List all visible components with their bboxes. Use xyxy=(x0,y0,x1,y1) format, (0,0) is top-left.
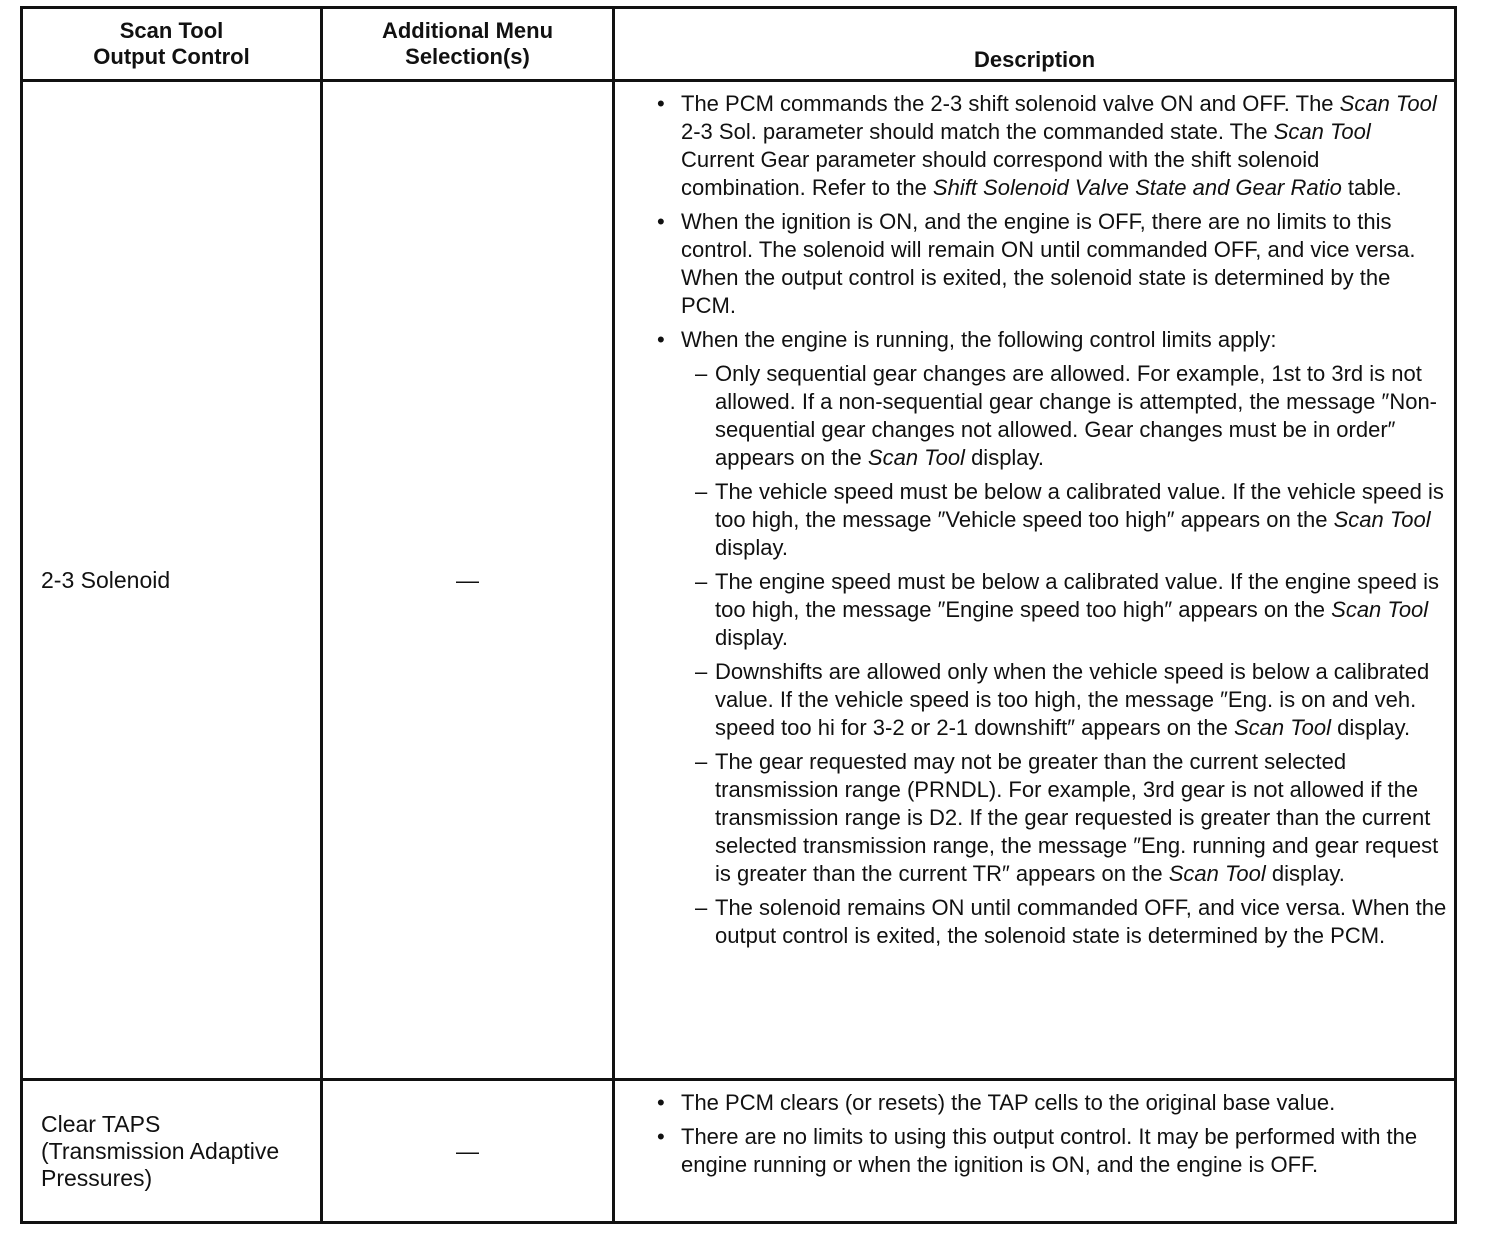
description-cell xyxy=(614,1080,1456,1223)
header-line: Scan Tool xyxy=(119,18,224,43)
header-line: Output Control xyxy=(93,44,250,69)
menu-selection-cell: — xyxy=(322,1080,614,1223)
header-line: Additional Menu xyxy=(381,18,554,43)
description-bullet: • When the engine is running, the following control limits apply: xyxy=(655,326,1448,354)
description-bullet: • The PCM commands the 2-3 shift solenoid valve ON and OFF. The Scan Tool 2-3 Sol. parameter should match the commanded state. The Scan Tool Current Gear parameter should correspond with the shift solenoid combination. Refer to the Shift Solenoid Valve State and Gear Ratio table. xyxy=(655,90,1448,202)
italic-term: Scan Tool xyxy=(1273,119,1371,144)
table-header-row xyxy=(22,8,1456,81)
output-control-name: (Transmission Adaptive xyxy=(41,1137,280,1164)
control-limit-item: – The gear requested may not be greater than the current selected transmission range (PRNDL). For example, 3rd gear is not allowed if the transmission range is D2. If the gear requested is greater than the current selected transmission range, the message ″Eng. running and gear request is greater than the current TR″ appears on the Scan Tool display. xyxy=(695,748,1448,888)
italic-term: Scan Tool xyxy=(1234,715,1332,740)
italic-term: Scan Tool xyxy=(1168,861,1266,886)
output-control-name: Clear TAPS xyxy=(41,1110,161,1137)
control-limit-item: – The vehicle speed must be below a calibrated value. If the vehicle speed is too high, the message ″Vehicle speed too high″ appears on the Scan Tool display. xyxy=(695,478,1448,562)
output-control-name: Pressures) xyxy=(41,1164,153,1191)
italic-term: Scan Tool xyxy=(1331,597,1429,622)
italic-term: Shift Solenoid Valve State and Gear Ratio xyxy=(932,175,1342,200)
control-limit-item: – The solenoid remains ON until commanded OFF, and vice versa. When the output control is exited, the solenoid state is determined by the PCM. xyxy=(695,894,1448,950)
header-description: Description xyxy=(614,8,1456,81)
output-control-cell xyxy=(22,81,322,1080)
description-cell xyxy=(614,81,1456,1080)
header-line: Selection(s) xyxy=(405,44,530,69)
menu-selection-cell: — xyxy=(322,81,614,1080)
description-bullet: • The PCM clears (or resets) the TAP cells to the original base value. xyxy=(655,1089,1448,1117)
table-row xyxy=(22,81,1456,1080)
control-limit-item: – Only sequential gear changes are allowed. For example, 1st to 3rd is not allowed. If a non-sequential gear change is attempted, the message ″Non-sequential gear changes not allowed. Gear changes must be in order″ appears on the Scan Tool display. xyxy=(695,360,1448,472)
italic-term: Scan Tool xyxy=(1339,91,1437,116)
header-additional-menu-selections xyxy=(322,8,614,81)
output-control-cell xyxy=(22,1080,322,1223)
control-limits-list xyxy=(655,360,1448,950)
header-scan-tool-output-control xyxy=(22,8,322,81)
description-bullet: • When the ignition is ON, and the engine is OFF, there are no limits to this control. The solenoid will remain ON until commanded OFF, and vice versa. When the output control is exited, the solenoid state is determined by the PCM. xyxy=(655,208,1448,320)
control-limit-item: – The engine speed must be below a calibrated value. If the engine speed is too high, the message ″Engine speed too high″ appears on the Scan Tool display. xyxy=(695,568,1448,652)
output-control-table xyxy=(20,6,1457,1224)
italic-term: Scan Tool xyxy=(867,445,965,470)
table-row xyxy=(22,1080,1456,1223)
output-control-name: 2-3 Solenoid xyxy=(41,566,171,593)
control-limit-item: – Downshifts are allowed only when the vehicle speed is below a calibrated value. If the vehicle speed is too high, the message ″Eng. is on and veh. speed too hi for 3-2 or 2-1 downshift″ appears on the Scan Tool display. xyxy=(695,658,1448,742)
italic-term: Scan Tool xyxy=(1333,507,1431,532)
description-bullet: • There are no limits to using this output control. It may be performed with the engine running or when the ignition is ON, and the engine is OFF. xyxy=(655,1123,1448,1179)
